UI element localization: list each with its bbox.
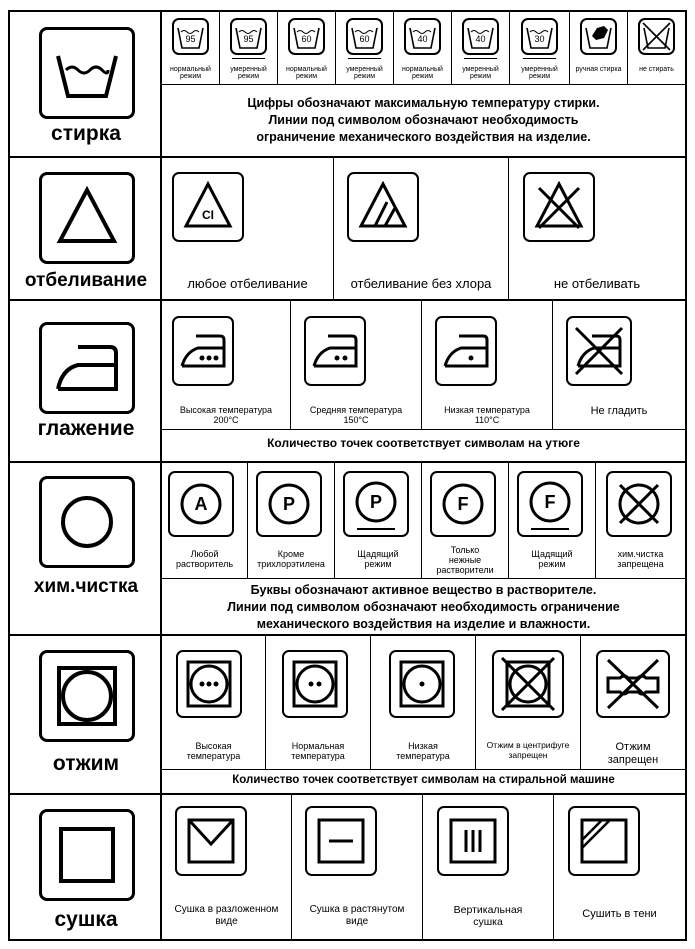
no-bleach-icon <box>523 172 595 242</box>
dry-label-line: виде <box>345 915 369 927</box>
iron-high-icon <box>172 316 234 386</box>
wash-tub-icon <box>462 18 499 55</box>
spin-label-line: Нормальная <box>291 741 345 751</box>
dry-clean-label <box>335 549 421 570</box>
wash-item <box>570 12 627 84</box>
iron-medium-icon <box>304 316 366 386</box>
dry-clean-label-line: растворитель <box>175 559 234 570</box>
dry-clean-label-line: Кроме <box>277 549 305 559</box>
iron-label-line: Низкая температура <box>444 405 530 415</box>
spin-label-line: температура <box>186 751 241 762</box>
spin-label <box>162 741 265 762</box>
dry-clean-label-line: Любой <box>190 549 219 559</box>
bleach-title: отбеливание <box>24 270 148 291</box>
spin-label <box>371 741 475 762</box>
iron-label-line: Средняя температура <box>309 405 403 415</box>
solvent-a-icon <box>168 471 234 537</box>
wash-temp: 95 <box>243 34 254 44</box>
dry-clean-label-line: нежные <box>448 555 482 565</box>
dry-clean-label <box>248 549 334 570</box>
wash-item <box>394 12 451 84</box>
wash-temp: 95 <box>185 34 196 44</box>
dry-label <box>423 904 553 928</box>
wash-tub-icon <box>404 18 441 55</box>
wash-tub-icon <box>172 18 209 55</box>
iron-label-line: Высокая температура <box>179 405 273 415</box>
no-iron-icon <box>566 316 632 386</box>
iron-label-line: Не гладить <box>590 405 648 417</box>
dry-label-line: Сушить в тени <box>582 908 657 920</box>
solvent-letter: A <box>194 494 208 514</box>
iron-label <box>422 405 552 426</box>
dry-clean-label-line: Щадящий <box>357 549 399 559</box>
wash-temp: 60 <box>359 34 370 44</box>
wash-item <box>628 12 685 84</box>
spin-label <box>581 741 685 766</box>
no-wash-icon <box>638 18 675 55</box>
dry-flat-envelope-icon <box>175 806 247 876</box>
bleach-label: отбеливание без хлора <box>350 276 492 291</box>
dry-clean-label-line: режим <box>364 559 392 570</box>
spin-label-line: запрещен <box>508 749 548 760</box>
wash-tub-icon <box>230 18 267 55</box>
solvent-letter: F <box>457 494 469 514</box>
hand-wash-icon <box>580 18 617 55</box>
wash-title: стирка <box>51 122 121 145</box>
dry-clean-icon <box>39 476 135 568</box>
drip-dry-icon <box>437 806 509 876</box>
wash-underline <box>348 58 381 59</box>
dry-label-line: Сушка в растянутом <box>309 904 405 915</box>
bleach-icon <box>39 172 135 264</box>
bleach-cl-text: CI <box>202 208 214 222</box>
spin-icon <box>39 650 135 742</box>
iron-label <box>553 405 685 418</box>
spin-label <box>476 741 580 761</box>
spin-low-icon <box>389 650 455 718</box>
no-wring-icon <box>596 650 670 718</box>
dry-label <box>292 904 422 927</box>
dry-clean-title: хим.чистка <box>33 576 139 597</box>
iron-icon <box>39 322 135 414</box>
wash-note-line: Линии под символом обозначают необходимость <box>268 113 579 127</box>
wash-label: умеренный режим <box>346 66 383 80</box>
solvent-letter: P <box>369 492 382 512</box>
wash-label: ручная стирка <box>575 66 622 73</box>
wash-note-line: ограничение механического воздействия на изделие. <box>256 130 591 144</box>
spin-label-line: запрещен <box>607 753 659 766</box>
wash-label: нормальный режим <box>170 66 211 80</box>
dry-clean-label <box>509 549 595 570</box>
solvent-p-icon <box>256 471 322 537</box>
iron-low-icon <box>435 316 497 386</box>
wash-label: нормальный режим <box>286 66 327 80</box>
dry-title: сушка <box>54 908 118 931</box>
wash-underline <box>464 58 497 59</box>
spin-label-line: Отжим <box>615 741 651 753</box>
dry-clean-label-line: режим <box>538 559 566 570</box>
dry-label-line: Сушка в разложенном <box>174 904 279 915</box>
iron-label-line: 150°С <box>343 415 369 426</box>
wash-item <box>336 12 393 84</box>
iron-label <box>291 405 421 426</box>
bleach-label: не отбеливать <box>553 276 641 291</box>
wash-tub-icon <box>288 18 325 55</box>
wash-underline <box>523 58 556 59</box>
wash-note <box>162 95 685 146</box>
wash-temp: 40 <box>417 34 428 44</box>
no-tumble-icon <box>492 650 564 718</box>
dry-clean-label-line: Только <box>450 545 480 555</box>
dry-clean-label <box>422 545 508 575</box>
wash-tub-icon <box>346 18 383 55</box>
wash-note-line: Цифры обозначают максимальную температуру стирки. <box>247 96 600 110</box>
dry-label-line: виде <box>215 915 238 927</box>
wash-item <box>278 12 335 84</box>
dry-label-line: Вертикальная <box>453 904 523 916</box>
dry-flat-icon <box>305 806 377 876</box>
wash-item <box>510 12 569 84</box>
iron-label <box>162 405 290 426</box>
wash-icon <box>39 27 135 119</box>
wash-temp: 60 <box>301 34 312 44</box>
solvent-f-icon <box>430 471 496 537</box>
wash-temp: 40 <box>475 34 486 44</box>
spin-normal-icon <box>282 650 348 718</box>
dry-clean-note-line: механического воздействия на изделие и влажности. <box>256 617 591 631</box>
spin-label-line: температура <box>291 751 345 762</box>
dry-clean-label <box>596 549 685 570</box>
dry-clean-label-line: растворители <box>436 565 494 575</box>
spin-label-line: температура <box>396 751 450 762</box>
wash-item <box>452 12 509 84</box>
no-dry-clean-icon <box>606 471 672 537</box>
wash-label: умеренный режим <box>521 66 558 80</box>
wash-label: умеренный режим <box>462 66 499 80</box>
dry-clean-note-line: Буквы обозначают активное вещество в растворителе. <box>250 583 597 597</box>
iron-note: Количество точек соответствует символам на утюге <box>267 436 580 450</box>
wash-temp: 30 <box>534 34 545 44</box>
bleach-label: любое отбеливание <box>187 276 308 291</box>
wash-label: не стирать <box>639 66 674 73</box>
dry-shade-icon <box>568 806 640 876</box>
spin-label-line: Высокая <box>195 741 232 751</box>
spin-title: отжим <box>52 752 120 775</box>
solvent-p-gentle-icon <box>343 471 409 537</box>
iron-title: глажение <box>37 417 135 440</box>
spin-label-line: Отжим в центрифуге <box>486 740 570 750</box>
dry-label-line: сушка <box>473 916 503 929</box>
wash-label: нормальный режим <box>402 66 443 80</box>
dry-clean-label-line: Щадящий <box>531 549 573 559</box>
dry-clean-label-line: хим.чистка <box>617 549 664 559</box>
wash-item <box>162 12 219 84</box>
spin-label <box>266 741 370 762</box>
wash-tub-icon <box>521 18 558 55</box>
wash-underline <box>232 58 265 59</box>
dry-icon <box>39 809 135 901</box>
solvent-f-gentle-icon <box>517 471 583 537</box>
spin-high-icon <box>176 650 242 718</box>
dry-clean-label-line: трихлорэтилена <box>257 559 325 570</box>
spin-label-line: Низкая <box>408 741 438 751</box>
solvent-letter: P <box>282 494 295 514</box>
dry-label <box>554 908 685 921</box>
dry-label <box>162 904 291 927</box>
solvent-letter: F <box>544 492 556 512</box>
dry-clean-note-line: Линии под символом обозначают необходимость ограничение <box>227 600 620 614</box>
wash-item <box>220 12 277 84</box>
spin-note: Количество точек соответствует символам на стиральной машине <box>232 774 615 786</box>
wash-label: умеренный режим <box>230 66 267 80</box>
iron-label-line: 110°С <box>474 415 500 426</box>
bleach-cl-icon <box>172 172 244 242</box>
iron-label-line: 200°С <box>213 415 239 426</box>
no-chlorine-icon <box>347 172 419 242</box>
dry-clean-label <box>162 549 247 570</box>
dry-clean-label-line: запрещена <box>617 559 664 570</box>
dry-clean-note <box>162 582 685 633</box>
